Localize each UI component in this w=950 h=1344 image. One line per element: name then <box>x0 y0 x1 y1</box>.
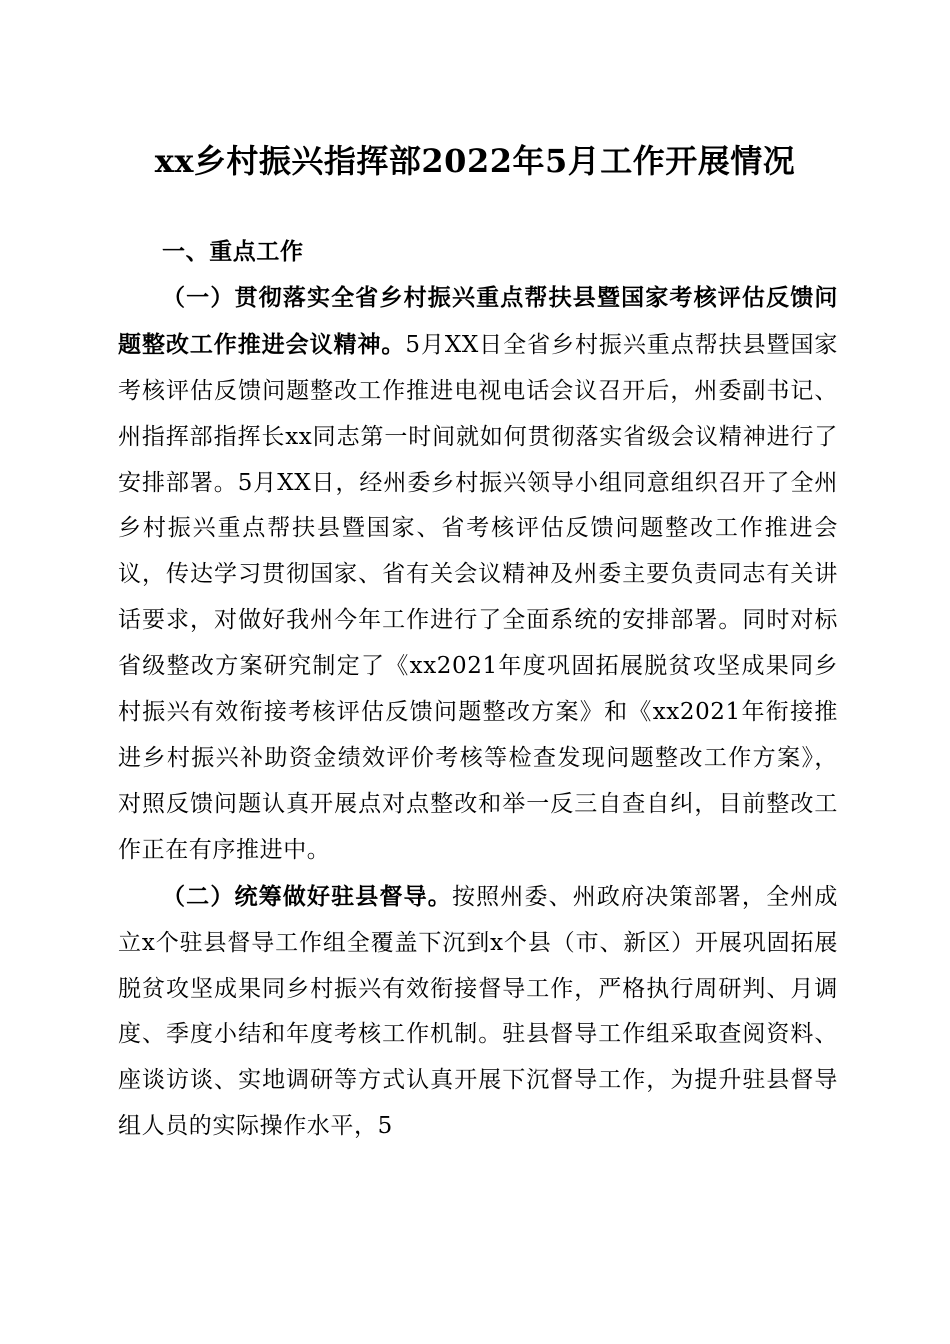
paragraph-item-2 <box>118 874 838 1150</box>
paragraph-item-1 <box>118 275 838 874</box>
paragraph-item-2-body: 按照州委、州政府决策部署，全州成立x个驻县督导工作组全覆盖下沉到x个县（市、新区）开展巩固拓展脱贫攻坚成果同乡村振兴有效衔接督导工作，严格执行周研判、月调度、季度小结和年度考核工作机制。驻县督导工作组采取查阅资料、座谈访谈、实地调研等方式认真开展下沉督导工作，为提升驻县督导组人员的实际操作水平，5 <box>118 883 838 1140</box>
section-heading: 一、重点工作 <box>162 238 304 265</box>
paragraph-item-2-lead: （二）统筹做好驻县督导。 <box>162 882 452 910</box>
document-body <box>118 229 838 1150</box>
document-title: xx乡村振兴指挥部2022年5月工作开展情况 <box>154 142 796 180</box>
paragraph-item-1-lead: （一）贯彻落实全省乡村振兴重点帮扶县暨国家考核评估反馈问题整改工作推进会议精神。 <box>118 283 838 358</box>
paragraph-item-1-body: 5月XX日全省乡村振兴重点帮扶县暨国家考核评估反馈问题整改工作推进电视电话会议召开后，州委副书记、州指挥部指挥长xx同志第一时间就如何贯彻落实省级会议精神进行了安排部署。5月XX日，经州委乡村振兴领导小组同意组织召开了全州乡村振兴重点帮扶县暨国家、省考核评估反馈问题整改工作推进会议，传达学习贯彻国家、省有关会议精神及州委主要负责同志有关讲话要求，对做好我州今年工作进行了全面系统的安排部署。同时对标省级整改方案研究制定了《xx2021年度巩固拓展脱贫攻坚成果同乡村振兴有效衔接考核评估反馈问题整改方案》和《xx2021年衔接推进乡村振兴补助资金绩效评价考核等检查发现问题整改工作方案》，对照反馈问题认真开展点对点整改和举一反三自查自纠，目前整改工作正在有序推进中。 <box>118 331 839 863</box>
